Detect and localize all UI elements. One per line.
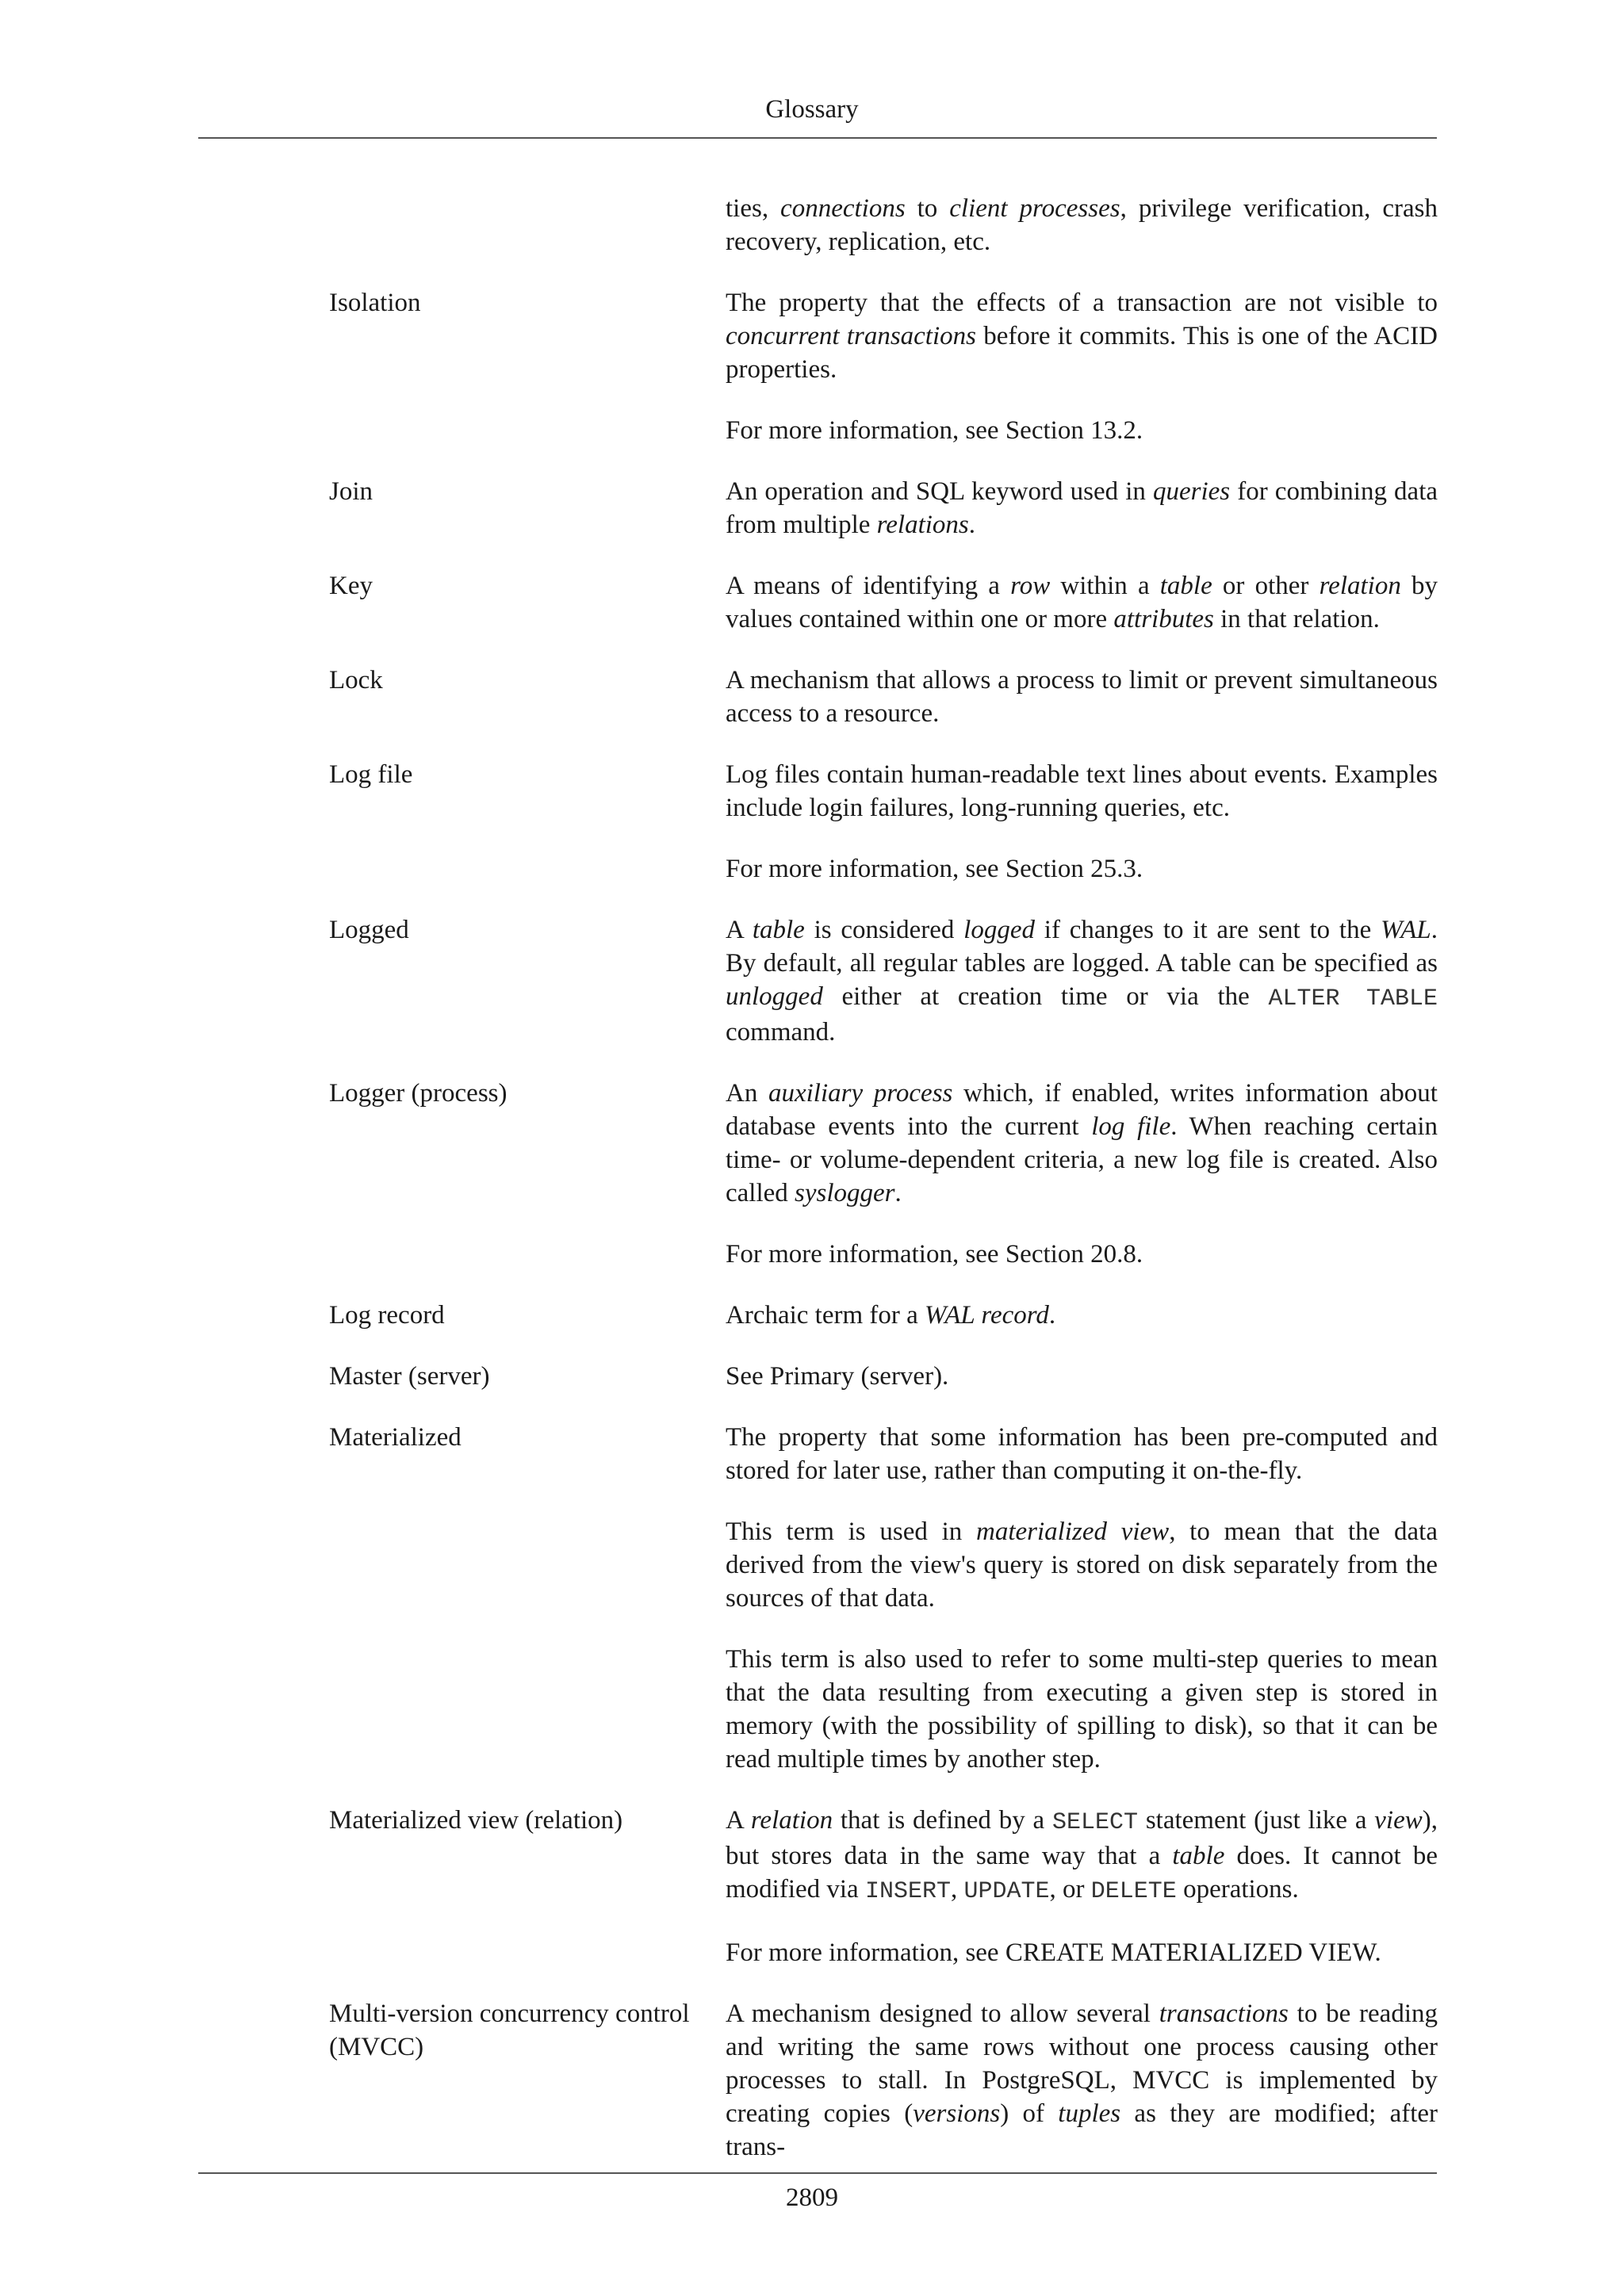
footer-rule xyxy=(198,2172,1437,2174)
emphasized-term: syslogger xyxy=(795,1179,895,1207)
glossary-term: Multi-version concurrency control (MVCC) xyxy=(329,1999,690,2061)
glossary-term: Isolation xyxy=(329,289,421,317)
emphasized-term: table xyxy=(1172,1842,1225,1870)
glossary-term: Logger (process) xyxy=(329,1079,508,1108)
definition-paragraph xyxy=(726,1299,1438,1332)
definition-paragraph xyxy=(726,852,1438,886)
text-segment: either at creation time or via the xyxy=(822,982,1269,1011)
emphasized-term: logged xyxy=(963,916,1035,944)
definition-paragraph xyxy=(726,1515,1438,1615)
emphasized-term: materialized view xyxy=(975,1517,1170,1546)
emphasized-term: relation xyxy=(1319,572,1401,600)
code-literal: ALTER TABLE xyxy=(1268,985,1438,1012)
glossary-entry xyxy=(329,913,1438,1049)
text-segment: The property that some information has been pre-computed and stored for later use, rather than computing it on-the-fly. xyxy=(726,1423,1438,1485)
glossary-term: Join xyxy=(329,477,373,506)
emphasized-term: client processes xyxy=(949,194,1120,223)
text-segment: Log files contain human-readable text lines about events. Examples include login failures, long-running queries, etc. xyxy=(726,760,1438,822)
glossary-entry xyxy=(329,664,1438,730)
definition-paragraph xyxy=(726,1643,1438,1776)
glossary-entry xyxy=(329,1299,1438,1332)
glossary-entry xyxy=(329,758,1438,886)
text-segment: is considered xyxy=(804,916,964,944)
glossary-definition xyxy=(726,664,1438,730)
glossary-definition xyxy=(726,913,1438,1049)
header-rule xyxy=(198,137,1437,139)
definition-paragraph xyxy=(726,1804,1438,1908)
text-segment: before it commits. This is one of the ACID properties. xyxy=(726,322,1438,384)
glossary-entry xyxy=(329,475,1438,541)
definition-paragraph xyxy=(726,1077,1438,1210)
text-segment: Archaic term for a xyxy=(726,1301,925,1330)
text-segment: ) of xyxy=(1000,2099,1059,2128)
emphasized-term: auxiliary process xyxy=(768,1079,953,1108)
emphasized-term: transactions xyxy=(1159,1999,1289,2028)
text-segment: This term is also used to refer to some multi-step queries to mean that the data resulting from executing a given step is stored in memory (with the possibility of spilling to disk), so that it can be read multiple times by another step. xyxy=(726,1645,1438,1774)
definition-paragraph xyxy=(726,414,1438,447)
text-segment: A means of identifying a xyxy=(726,572,1011,600)
glossary-term: Log file xyxy=(329,760,413,789)
emphasized-term: unlogged xyxy=(726,982,823,1011)
text-segment: for combining data from multiple xyxy=(726,477,1438,539)
emphasized-term: queries xyxy=(1152,477,1231,506)
code-literal: DELETE xyxy=(1090,1878,1177,1905)
text-segment: , xyxy=(951,1875,964,1904)
glossary-term: Key xyxy=(329,572,373,600)
emphasized-term: WAL xyxy=(1381,916,1431,944)
definition-paragraph xyxy=(726,1360,1438,1393)
page-number: 2809 xyxy=(786,2183,838,2212)
text-segment: See Primary (server). xyxy=(726,1362,949,1391)
text-segment: ties, xyxy=(726,194,781,223)
glossary-term xyxy=(329,192,726,258)
code-literal: UPDATE xyxy=(963,1878,1050,1905)
glossary-term: Logged xyxy=(329,916,409,944)
glossary-entry xyxy=(329,1804,1438,1969)
text-segment: For more information, see Section 20.8. xyxy=(726,1240,1143,1269)
emphasized-term: WAL record xyxy=(925,1301,1049,1330)
definition-paragraph xyxy=(726,664,1438,730)
glossary-entry xyxy=(329,286,1438,447)
text-segment: . xyxy=(1048,1301,1056,1330)
text-segment: in that relation. xyxy=(1213,605,1380,633)
emphasized-term: tuples xyxy=(1058,2099,1121,2128)
text-segment: . When reaching certain time- or volume-dependent criteria, a new log file is created. Also called xyxy=(726,1112,1438,1207)
text-segment: , privilege verification, crash recovery, replication, etc. xyxy=(726,194,1438,256)
text-segment: which, if enabled, writes information about database events into the current xyxy=(726,1079,1438,1141)
text-segment: within a xyxy=(1050,572,1160,600)
text-segment: A xyxy=(726,1806,751,1835)
text-segment: , or xyxy=(1049,1875,1091,1904)
emphasized-term: concurrent transactions xyxy=(726,322,976,350)
text-segment: . xyxy=(894,1179,902,1207)
glossary-definition xyxy=(726,758,1438,886)
emphasized-term: attributes xyxy=(1113,605,1214,633)
text-segment: that is defined by a xyxy=(833,1806,1052,1835)
text-segment: A xyxy=(726,916,753,944)
emphasized-term: relations xyxy=(876,511,969,539)
text-segment: A mechanism that allows a process to limit or prevent simultaneous access to a resource. xyxy=(726,666,1438,728)
definition-paragraph xyxy=(726,286,1438,386)
glossary-definition xyxy=(726,1804,1438,1969)
glossary-definition xyxy=(726,1421,1438,1776)
text-segment: if changes to it are sent to the xyxy=(1034,916,1381,944)
definition-paragraph xyxy=(726,569,1438,636)
text-segment: to be reading and writing the same rows without one process causing other processes to stall. In PostgreSQL, MVCC is implemented by creating copies ( xyxy=(726,1999,1438,2128)
text-segment: . By default, all regular tables are logged. A table can be specified as xyxy=(726,916,1438,978)
glossary-term: Lock xyxy=(329,666,383,695)
glossary-definition xyxy=(726,286,1438,447)
text-segment: A mechanism designed to allow several xyxy=(726,1999,1159,2028)
definition-paragraph xyxy=(726,1997,1438,2164)
glossary-entry xyxy=(329,192,1438,258)
text-segment: An operation and SQL keyword used in xyxy=(726,477,1153,506)
glossary-list xyxy=(329,192,1438,2191)
text-segment: For more information, see Section 25.3. xyxy=(726,855,1143,883)
emphasized-term: row xyxy=(1010,572,1051,600)
text-segment: command. xyxy=(726,1018,836,1047)
glossary-definition xyxy=(726,1299,1438,1332)
text-segment: by values contained within one or more xyxy=(726,572,1438,633)
glossary-term: Materialized view (relation) xyxy=(329,1806,623,1835)
text-segment: An xyxy=(726,1079,768,1108)
glossary-definition xyxy=(726,475,1438,541)
emphasized-term: versions xyxy=(913,2099,1001,2128)
glossary-entry xyxy=(329,1360,1438,1393)
emphasized-term: table xyxy=(1159,572,1212,600)
text-segment: This term is used in xyxy=(726,1517,976,1546)
glossary-term: Master (server) xyxy=(329,1362,490,1391)
text-segment: The property that the effects of a transaction are not visible to xyxy=(726,289,1438,317)
text-segment: operations. xyxy=(1176,1875,1299,1904)
text-segment: , to mean that the data derived from the view's query is stored on disk separately from the sources of that data. xyxy=(726,1517,1438,1613)
text-segment: ), but stores data in the same way that a xyxy=(726,1806,1438,1870)
text-segment: statement (just like a xyxy=(1138,1806,1375,1835)
glossary-entry xyxy=(329,1997,1438,2164)
code-literal: SELECT xyxy=(1051,1809,1139,1836)
definition-paragraph xyxy=(726,475,1438,541)
code-literal: INSERT xyxy=(864,1878,951,1905)
glossary-definition xyxy=(726,569,1438,636)
definition-paragraph xyxy=(726,192,1438,258)
running-header: Glossary xyxy=(765,95,859,124)
emphasized-term: relation xyxy=(750,1806,833,1835)
definition-paragraph xyxy=(726,913,1438,1049)
glossary-definition xyxy=(726,1360,1438,1393)
text-segment: as they are modified; after trans- xyxy=(726,2099,1438,2161)
glossary-definition xyxy=(726,192,1438,258)
glossary-entry xyxy=(329,1421,1438,1776)
glossary-definition xyxy=(726,1077,1438,1271)
emphasized-term: log file xyxy=(1091,1112,1171,1141)
glossary-term: Log record xyxy=(329,1301,445,1330)
definition-paragraph xyxy=(726,1421,1438,1487)
text-segment: or other xyxy=(1212,572,1320,600)
text-segment: to xyxy=(905,194,950,223)
definition-paragraph xyxy=(726,758,1438,825)
glossary-entry xyxy=(329,569,1438,636)
text-segment: For more information, see Section 13.2. xyxy=(726,416,1143,445)
glossary-entry xyxy=(329,1077,1438,1271)
text-segment: does. It cannot be modified via xyxy=(726,1842,1438,1904)
text-segment: For more information, see CREATE MATERIALIZED VIEW. xyxy=(726,1938,1381,1967)
definition-paragraph xyxy=(726,1936,1438,1969)
emphasized-term: view xyxy=(1374,1806,1423,1835)
glossary-definition xyxy=(726,1997,1438,2164)
definition-paragraph xyxy=(726,1238,1438,1271)
emphasized-term: connections xyxy=(780,194,906,223)
text-segment: . xyxy=(968,511,976,539)
emphasized-term: table xyxy=(752,916,805,944)
glossary-term: Materialized xyxy=(329,1423,462,1452)
